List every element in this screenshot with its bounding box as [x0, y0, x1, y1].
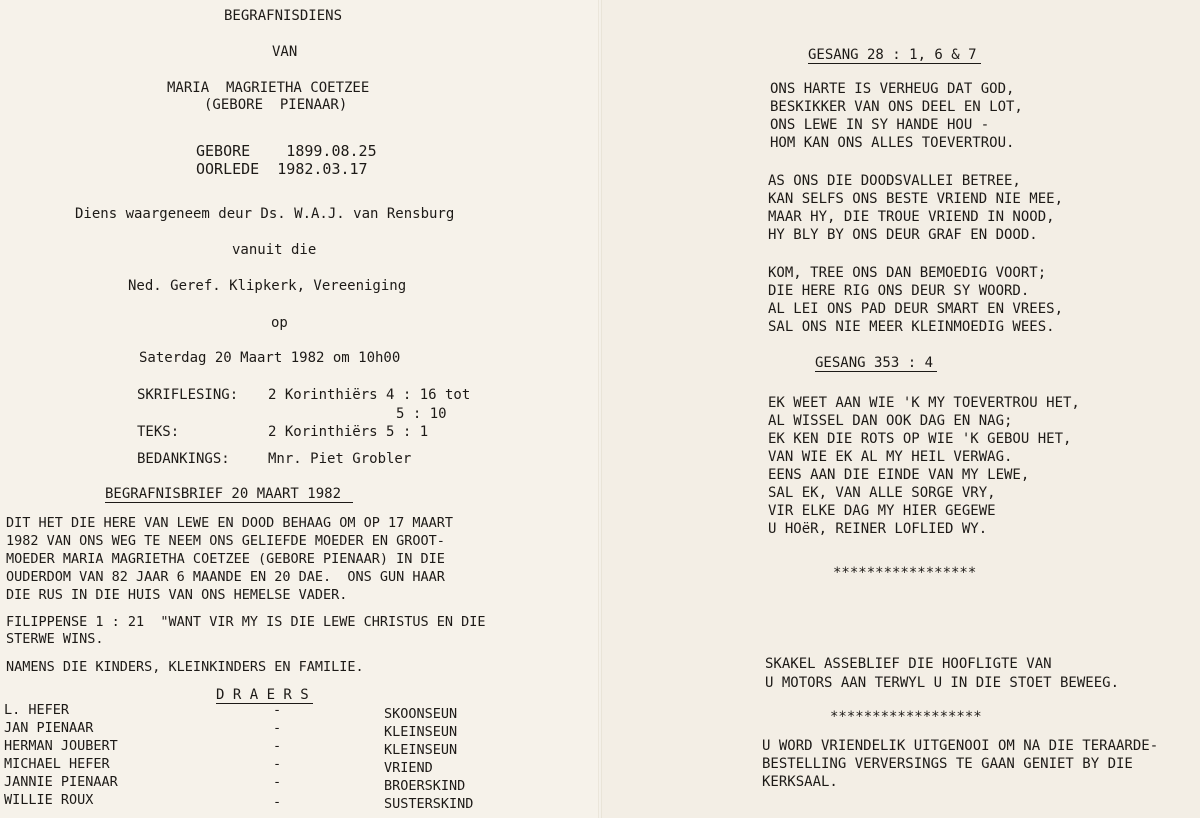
text-value: 2 Korinthiërs 5 : 1	[268, 424, 429, 440]
birth-date: GEBORE 1899.08.25	[196, 142, 377, 160]
hymn-line: BESKIKKER VAN ONS DEEL EN LOT,	[770, 99, 1023, 115]
notice-line: BESTELLING VERVERSINGS TE GAAN GENIET BY DIE	[762, 756, 1133, 772]
death-date: OORLEDE 1982.03.17	[196, 160, 368, 178]
hymn-line: DIE HERE RIG ONS DEUR SY WOORD.	[768, 283, 1030, 299]
stars-divider: ******************	[830, 709, 982, 725]
hymn-line: AL LEI ONS PAD DEUR SMART EN VREES,	[768, 301, 1064, 317]
thanks-value: Mnr. Piet Grobler	[268, 451, 412, 467]
bearer-name: HERMAN JOUBERT	[4, 738, 118, 754]
notice-line: KERKSAAL.	[762, 774, 838, 790]
maiden-name: (GEBORE PIENAAR)	[204, 97, 348, 113]
reading-label: SKRIFLESING:	[137, 387, 239, 403]
hymn-line: KOM, TREE ONS DAN BEMOEDIG VOORT;	[768, 265, 1047, 281]
on-line: op	[271, 315, 288, 331]
bearer-dash: -	[273, 702, 282, 718]
letter-line: DIE RUS IN DIE HUIS VAN ONS HEMELSE VADER.	[6, 587, 348, 603]
from-line: vanuit die	[232, 242, 317, 258]
hymn-line: EK WEET AAN WIE 'K MY TOEVERTROU HET,	[768, 395, 1080, 411]
bearers-title: D R A E R S	[216, 687, 313, 704]
hymn-line: AL WISSEL DAN OOK DAG EN NAG;	[768, 413, 1013, 429]
hymn-line: SAL EK, VAN ALLE SORGE VRY,	[768, 485, 996, 501]
hymn1-title: GESANG 28 : 1, 6 & 7	[808, 47, 981, 64]
service-datetime: Saterdag 20 Maart 1982 om 10h00	[139, 350, 401, 366]
hymn-line: AS ONS DIE DOODSVALLEI BETREE,	[768, 173, 1021, 189]
family-line: NAMENS DIE KINDERS, KLEINKINDERS EN FAMILIE.	[6, 659, 364, 675]
hymn-line: VIR ELKE DAG MY HIER GEGEWE	[768, 503, 996, 519]
bearer-relation: KLEINSEUN	[384, 742, 458, 758]
hymn-line: ONS HARTE IS VERHEUG DAT GOD,	[770, 81, 1015, 97]
bearer-name: L. HEFER	[4, 702, 70, 718]
hymn-line: ONS LEWE IN SY HANDE HOU -	[770, 117, 990, 133]
stars-divider: *****************	[833, 565, 977, 581]
officiant-line: Diens waargeneem deur Ds. W.A.J. van Rensburg	[75, 206, 455, 222]
service-heading: BEGRAFNISDIENS	[224, 8, 343, 24]
bearer-name: MICHAEL HEFER	[4, 756, 110, 772]
hymn-line: MAAR HY, DIE TROUE VRIEND IN NOOD,	[768, 209, 1055, 225]
bearer-dash: -	[273, 738, 282, 754]
hymn-line: HOM KAN ONS ALLES TOEVERTROU.	[770, 135, 1015, 151]
scripture-line: FILIPPENSE 1 : 21 "WANT VIR MY IS DIE LEWE CHRISTUS EN DIE	[6, 614, 486, 630]
deceased-name: MARIA MAGRIETHA COETZEE	[167, 80, 370, 96]
scripture-line: STERWE WINS.	[6, 631, 104, 647]
bearer-relation: SKOONSEUN	[384, 706, 458, 722]
letter-line: OUDERDOM VAN 82 JAAR 6 MAANDE EN 20 DAE. ONS GUN HAAR	[6, 569, 445, 585]
bearer-dash: -	[273, 794, 282, 810]
bearer-relation: VRIEND	[384, 760, 433, 776]
reading-value-cont: 5 : 10	[396, 406, 447, 422]
hymn2-title: GESANG 353 : 4	[815, 355, 937, 372]
letter-line: DIT HET DIE HERE VAN LEWE EN DOOD BEHAAG OM OP 17 MAART	[6, 515, 454, 531]
page-fold	[598, 0, 602, 818]
letter-line: 1982 VAN ONS WEG TE NEEM ONS GELIEFDE MOEDER EN GROOT-	[6, 533, 445, 549]
hymn-line: VAN WIE EK AL MY HEIL VERWAG.	[768, 449, 1013, 465]
reading-value: 2 Korinthiërs 4 : 16 tot	[268, 387, 471, 403]
bearer-dash: -	[273, 774, 282, 790]
church-line: Ned. Geref. Klipkerk, Vereeniging	[128, 278, 407, 294]
hymn-line: EENS AAN DIE EINDE VAN MY LEWE,	[768, 467, 1030, 483]
bearer-relation: BROERSKIND	[384, 778, 466, 794]
text-label: TEKS:	[137, 424, 180, 440]
bearer-relation: KLEINSEUN	[384, 724, 458, 740]
hymn-line: EK KEN DIE ROTS OP WIE 'K GEBOU HET,	[768, 431, 1072, 447]
notice-line: SKAKEL ASSEBLIEF DIE HOOFLIGTE VAN	[765, 656, 1052, 672]
van-line: VAN	[272, 44, 298, 60]
bearer-dash: -	[273, 720, 282, 736]
bearer-name: JANNIE PIENAAR	[4, 774, 118, 790]
letter-title: BEGRAFNISBRIEF 20 MAART 1982	[105, 486, 353, 503]
bearer-relation: SUSTERSKIND	[384, 796, 474, 812]
hymn-line: U HOëR, REINER LOFLIED WY.	[768, 521, 988, 537]
notice-line: U MOTORS AAN TERWYL U IN DIE STOET BEWEEG.	[765, 675, 1120, 691]
thanks-label: BEDANKINGS:	[137, 451, 230, 467]
hymn-line: KAN SELFS ONS BESTE VRIEND NIE MEE,	[768, 191, 1064, 207]
letter-line: MOEDER MARIA MAGRIETHA COETZEE (GEBORE PIENAAR) IN DIE	[6, 551, 445, 567]
bearer-name: WILLIE ROUX	[4, 792, 94, 808]
hymn-line: SAL ONS NIE MEER KLEINMOEDIG WEES.	[768, 319, 1055, 335]
bearer-dash: -	[273, 756, 282, 772]
bearer-name: JAN PIENAAR	[4, 720, 94, 736]
hymn-line: HY BLY BY ONS DEUR GRAF EN DOOD.	[768, 227, 1038, 243]
notice-line: U WORD VRIENDELIK UITGENOOI OM NA DIE TERAARDE-	[762, 738, 1159, 754]
